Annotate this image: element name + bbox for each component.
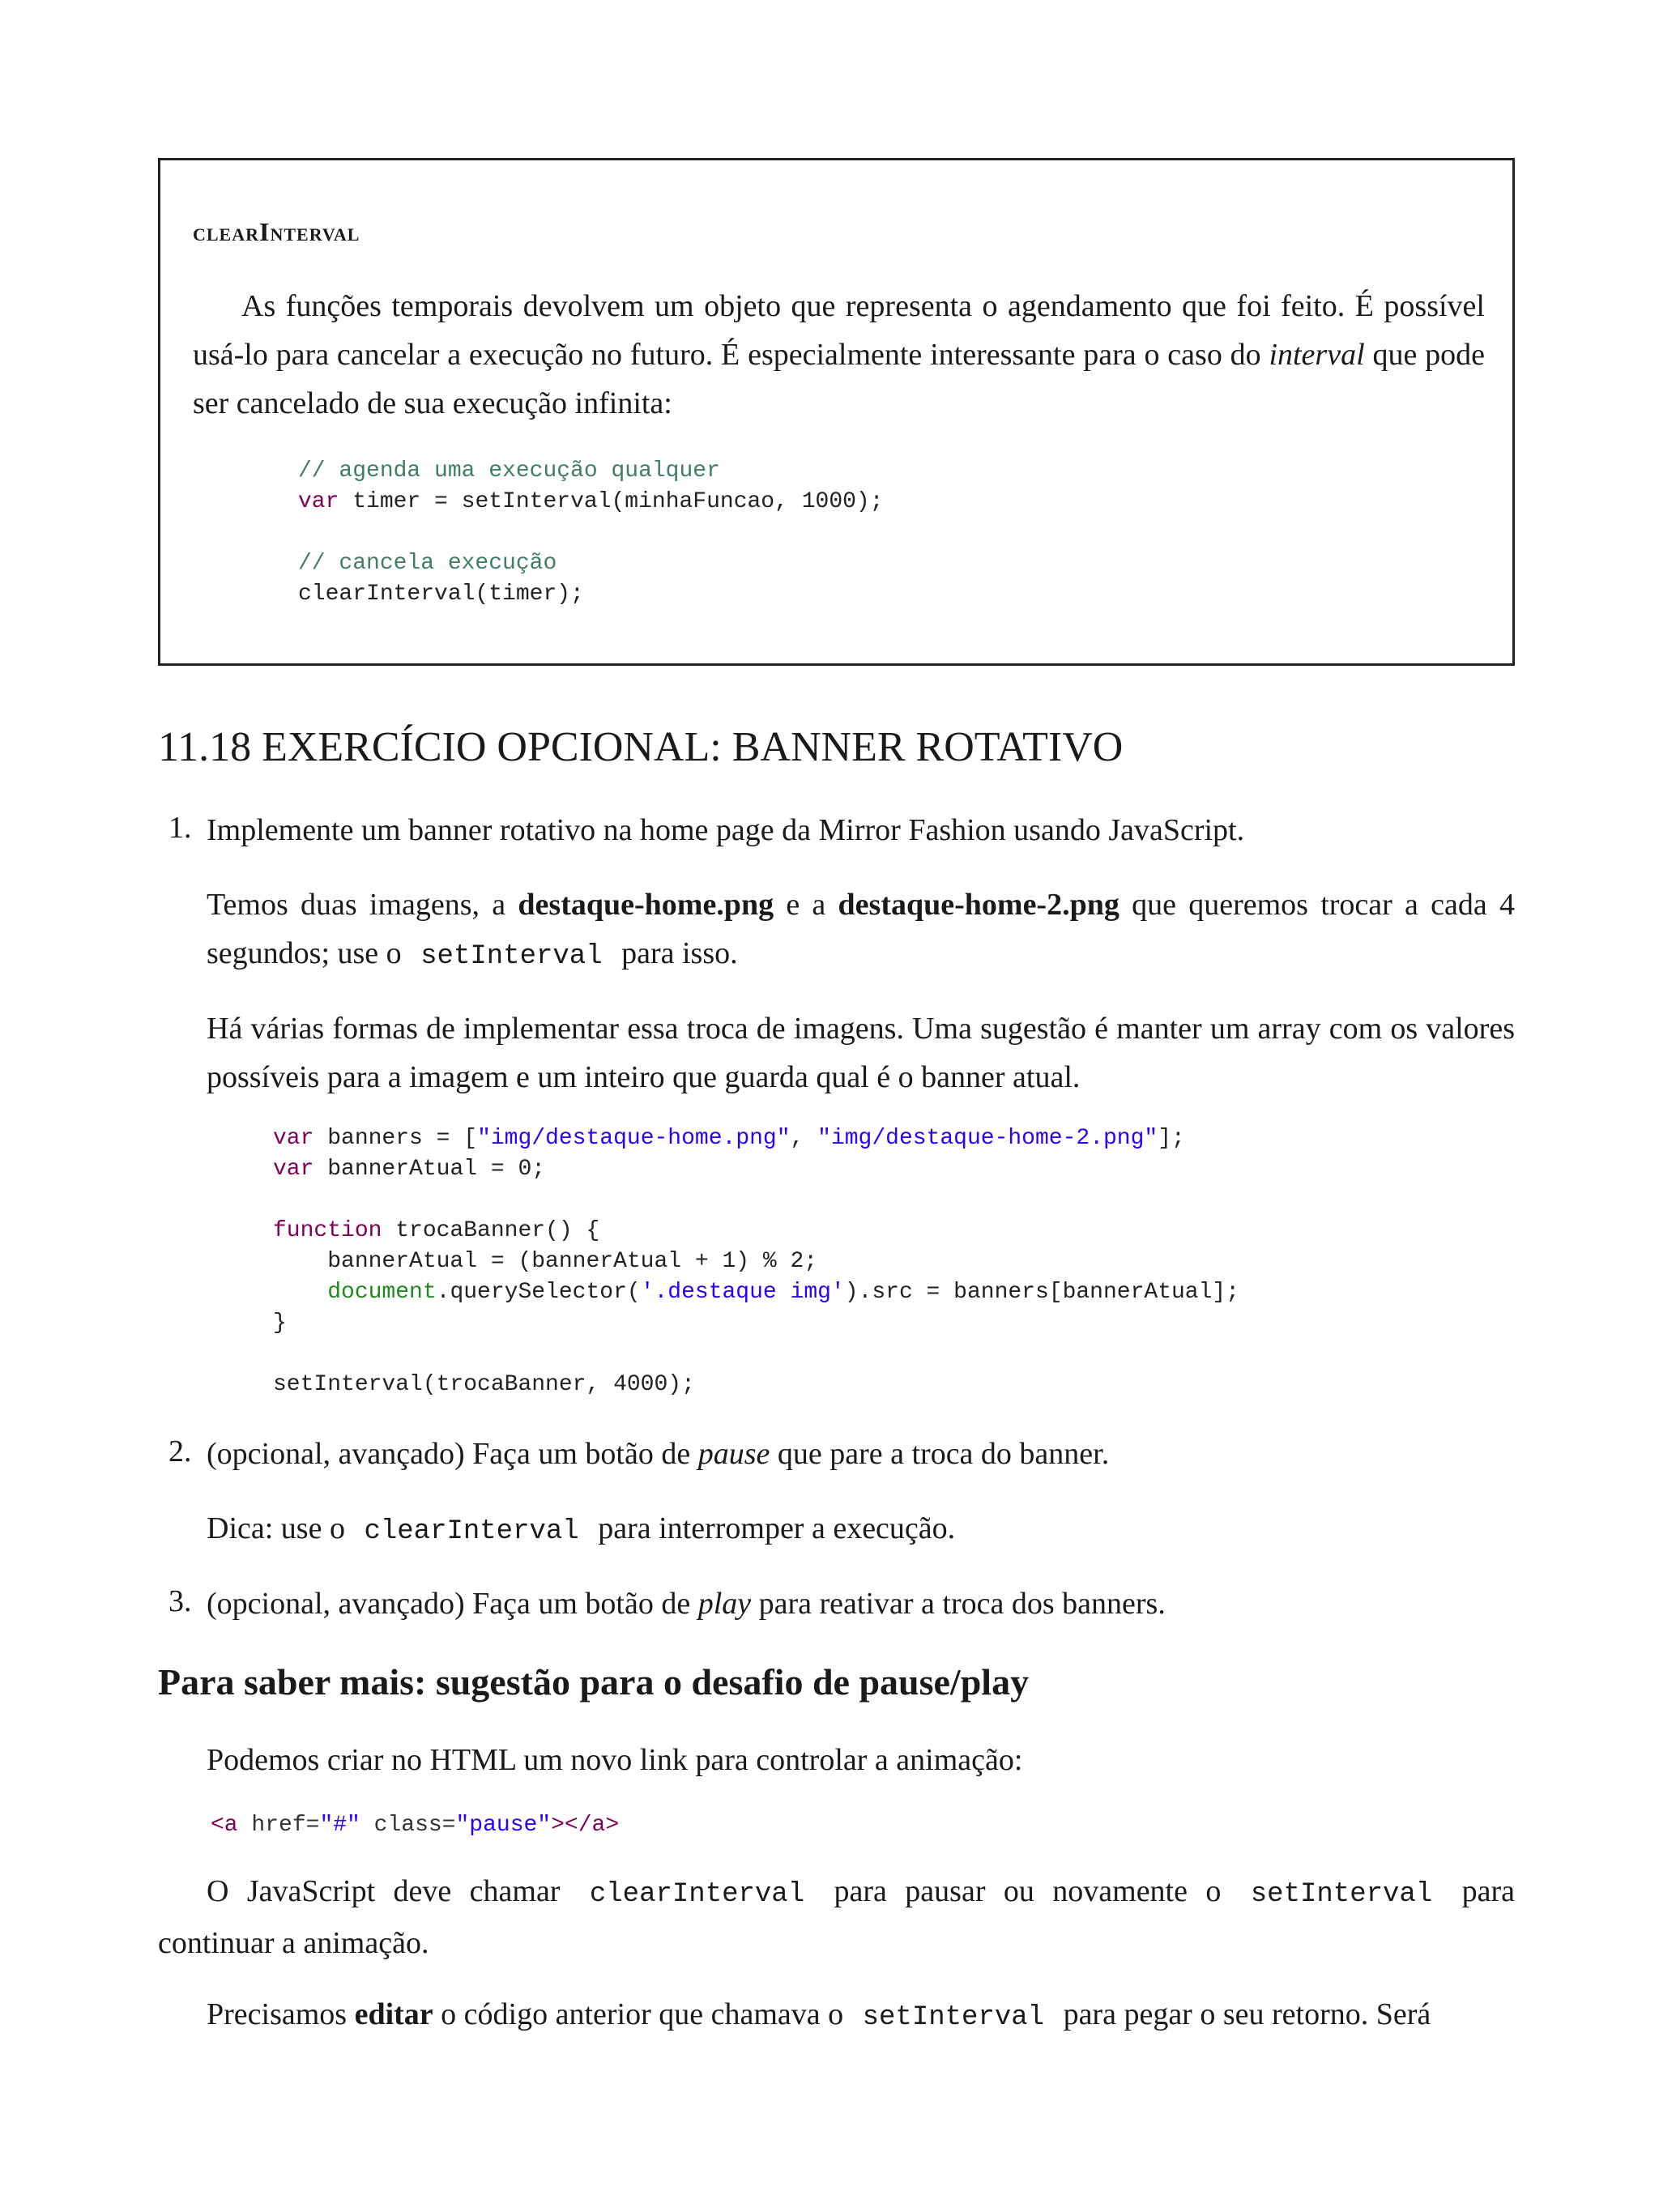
code-text: clearInterval(timer); (298, 582, 584, 607)
item2-tip-text: Dica: use o (207, 1511, 353, 1545)
code-attr: href= (237, 1813, 320, 1838)
code-text: setInterval(trocaBanner, 4000); (273, 1372, 695, 1397)
code-text: banners = [ (313, 1126, 478, 1151)
code-keyword: var (298, 489, 339, 514)
code-text: , (790, 1126, 818, 1151)
box-paragraph-text-end: que pode ser cancelado de sua execução infinita: (193, 338, 1485, 420)
item1-p2-text: para isso. (613, 936, 738, 970)
code-string: "pause" (455, 1813, 552, 1838)
item1-p2-text: e a (774, 888, 838, 922)
item1-paragraph-2 (207, 880, 1515, 981)
item2-emphasis: pause (697, 1437, 770, 1471)
item2-tip-text: para interromper a execução. (590, 1511, 956, 1545)
code-string: "img/destaque-home-2.png" (817, 1126, 1158, 1151)
code-keyword: var (273, 1126, 314, 1151)
box-paragraph (193, 282, 1485, 428)
item3-text-part: para reativar a troca dos banners. (751, 1587, 1166, 1621)
code-text: bannerAtual = 0; (313, 1157, 546, 1182)
more-paragraph-2 (158, 1867, 1515, 1967)
item3-text-part: (opcional, avançado) Faça um botão de (207, 1587, 698, 1621)
item2-text-part: que pare a troca do banner. (770, 1437, 1110, 1471)
code-attr: class= (360, 1813, 456, 1838)
more-p3-text: o código anterior que chamava o (433, 1997, 851, 2031)
code-text: .querySelector( (436, 1280, 641, 1305)
code-text: ).src = banners[bannerAtual]; (844, 1280, 1240, 1305)
clearinterval-box (158, 158, 1515, 666)
code-text: timer = setInterval(minhaFuncao, 1000); (339, 489, 884, 514)
more-p2-inline-code: clearInterval (589, 1879, 805, 1910)
more-paragraph-1: Podemos criar no HTML um novo link para controlar a animação: (207, 1743, 1023, 1777)
code-comment: // cancela execução (298, 551, 557, 576)
more-p3-text: para pegar o seu retorno. Será (1056, 1997, 1431, 2031)
more-p2-inline-code: setInterval (1250, 1879, 1433, 1910)
section-heading: 11.18 EXERCÍCIO OPCIONAL: BANNER ROTATIVO (158, 724, 1124, 770)
more-p2-text: para pausar ou novamente o (816, 1874, 1239, 1908)
item2-text (207, 1430, 1515, 1478)
code-string: "#" (319, 1813, 360, 1838)
more-p3-bold: editar (354, 1997, 433, 2031)
html-code-line (211, 1810, 619, 1841)
code-indent (273, 1280, 327, 1305)
item2-tip-inline-code: clearInterval (364, 1516, 579, 1547)
code-tag: <a (211, 1813, 238, 1838)
item1-p2-text: Temos duas imagens, a (207, 888, 518, 922)
item1-p2-text: que queremos trocar a cada 4 segundos; use o (207, 888, 1515, 970)
list-number-3: 3. (168, 1584, 192, 1618)
item1-p2-bold-file-2: destaque-home-2.png (838, 888, 1120, 922)
code-comment: // agenda uma execução qualquer (298, 458, 720, 484)
more-p2-text: O JavaScript deve chamar (207, 1874, 578, 1908)
box-title: clearInterval (193, 217, 360, 246)
box-paragraph-text: As funções temporais devolvem um objeto que representa o agendamento que foi feito. É possível usá-lo para cancelar a execução no futuro. É especialmente interessante para o caso do (193, 289, 1485, 372)
code-text: trocaBanner() { (382, 1218, 600, 1243)
box-code-block (298, 456, 884, 610)
list-number-1: 1. (168, 811, 192, 845)
item2-text-part: (opcional, avançado) Faça um botão de (207, 1437, 698, 1471)
subsection-heading: Para saber mais: sugestão para o desafio de pause/play (158, 1661, 1030, 1703)
item1-p2-bold-file-1: destaque-home.png (518, 888, 774, 922)
banner-code-block (273, 1123, 1239, 1400)
item1-text: Implemente um banner rotativo na home page da Mirror Fashion usando JavaScript. (207, 813, 1245, 847)
code-text: } (273, 1311, 287, 1336)
item1-p2-inline-code: setInterval (420, 941, 603, 972)
more-p3-text: Precisamos (207, 1997, 355, 2031)
item1-paragraph-3: Há várias formas de implementar essa troca de imagens. Uma sugestão é manter um array com os valores possíveis para a imagem e um inteiro que guarda qual é o banner atual. (207, 1012, 1515, 1094)
code-string: "img/destaque-home.png" (477, 1126, 791, 1151)
box-paragraph-emphasis: interval (1269, 338, 1365, 372)
item3-emphasis: play (697, 1587, 752, 1621)
list-number-2: 2. (168, 1434, 192, 1468)
code-text: bannerAtual = (bannerAtual + 1) % 2; (273, 1249, 818, 1274)
more-paragraph-3 (158, 1990, 1515, 2042)
code-keyword: var (273, 1157, 314, 1182)
more-p3-inline-code: setInterval (862, 2002, 1045, 2033)
code-object: document (327, 1280, 437, 1305)
code-tag: ></a> (551, 1813, 620, 1838)
code-keyword: function (273, 1218, 382, 1243)
item3-text (207, 1579, 1515, 1628)
item2-tip (207, 1504, 1515, 1556)
code-string: '.destaque img' (640, 1280, 845, 1305)
code-text: ]; (1158, 1126, 1185, 1151)
more-p2-text: para continuar a animação. (158, 1874, 1516, 1960)
